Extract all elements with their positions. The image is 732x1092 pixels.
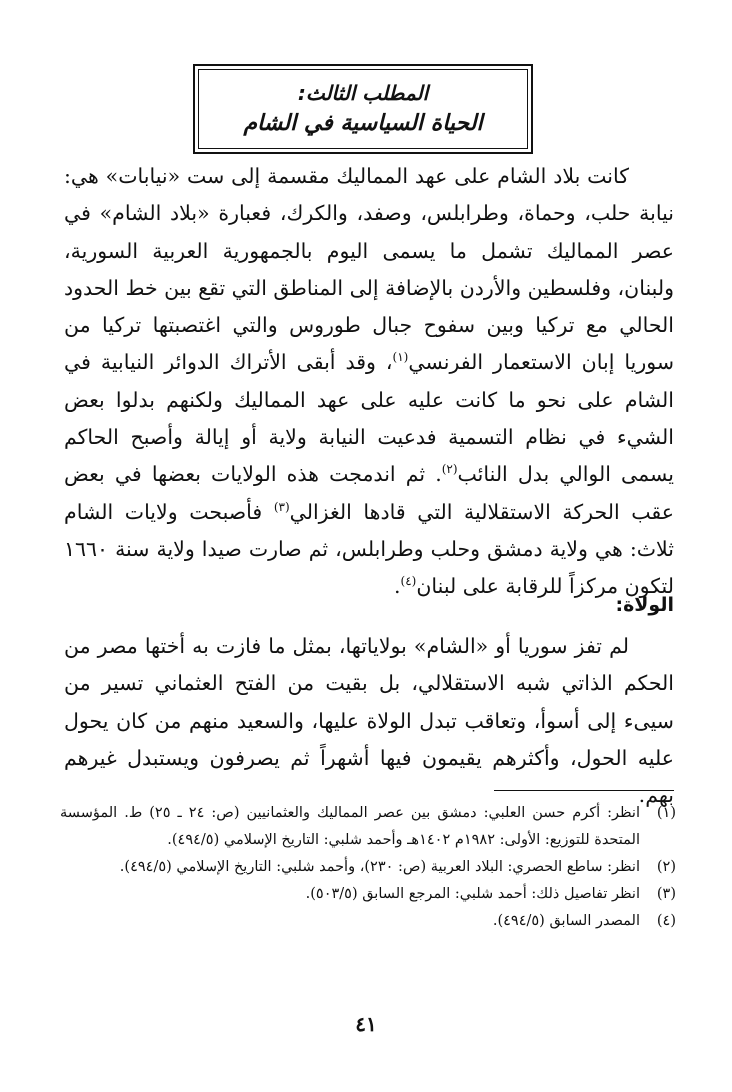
heading-governors: الولاة: <box>615 594 674 616</box>
paragraph-political-divisions <box>64 158 674 606</box>
footnote-item <box>60 881 676 908</box>
footnote-number: (١) <box>656 805 676 821</box>
footnote-text: انظر: ساطع الحصري: البلاد العربية (ص: ٢٣٠)، وأحمد شلبي: التاريخ الإسلامي (٤٩٤/٥). <box>119 859 640 875</box>
footnote-text: انظر: أكرم حسن العلبي: دمشق بين عصر المماليك والعثمانيين (ص: ٢٤ ـ ٢٥) ط. المؤسسة المتحدة للتوزيع: الأولى: ١٩٨٢م ١٤٠٢هـ وأحمد شلبي: التاريخ الإسلامي (٤٩٤/٥). <box>60 805 640 848</box>
page-number: ٤١ <box>355 1012 377 1036</box>
footnotes <box>60 800 676 935</box>
section-title-box <box>193 64 533 154</box>
footnote-number: (٢) <box>656 859 676 875</box>
footnote-item <box>60 908 676 935</box>
paragraph-text: ، وقد أبقى الأتراك الدوائر النيابية في الشام على نحو ما كانت عليه على عهد المماليك ولكنهم بدلوا بعض الشيء في نظام التسمية فدعيت النيابة ولاية أو إيالة وأصبح الحاكم يسمى الوالي بدل النائب <box>64 350 674 487</box>
footnote-text: المصدر السابق (٤٩٤/٥). <box>492 913 640 929</box>
footnote-item <box>60 800 676 854</box>
section-subtitle: المطلب الثالث: <box>297 81 429 105</box>
footnote-item <box>60 854 676 881</box>
section-title: الحياة السياسية في الشام <box>243 111 483 136</box>
footnote-number: (٣) <box>656 886 676 902</box>
paragraph-text: . ثم اندمجت هذه الولايات بعضها في بعض عقب الحركة الاستقلالية التي قادها الغزالي <box>64 462 674 524</box>
footnote-divider <box>494 790 674 791</box>
footnote-ref: (٢) <box>441 462 458 477</box>
paragraph-text: فأصبحت ولايات الشام ثلاث: هي ولاية دمشق وحلب وطرابلس، ثم صارت صيدا ولاية سنة ١٦٦٠ لتكون مركزاً للرقابة على لبنان <box>64 499 674 599</box>
paragraph-governors <box>64 628 674 814</box>
footnote-text: انظر تفاصيل ذلك: أحمد شلبي: المرجع السابق (٥٠٣/٥). <box>305 886 640 902</box>
section-title-inner <box>198 69 528 149</box>
footnote-number: (٤) <box>656 913 676 929</box>
paragraph-text: . <box>394 574 401 599</box>
paragraph-text: لم تفز سوريا أو «الشام» بولاياتها، بمثل ما فازت به أختها مصر من الحكم الذاتي شبه الاستقلالي، بل بقيت من الفتح العثماني تسير من سيىء إلى أسوأ، وتعاقب تبدل الولاة عليها، والسعيد منهم من كان يحول عليه الحول، وأكثرهم يقيمون فيها أشهراً ثم يصرفون ويستبدل غيرهم بهم. <box>64 634 674 808</box>
paragraph-text: كانت بلاد الشام على عهد المماليك مقسمة إلى ست «نيابات» هي: نيابة حلب، وحماة، وطرابلس، وصفد، والكرك، فعبارة «بلاد الشام» في عصر المماليك تشمل ما يسمى اليوم بالجمهورية العربية السورية، ولبنان، وفلسطين والأردن بالإضافة إلى المناطق التي تقع بين خط الحدود الحالي مع تركيا وبين سفوح جبال طوروس والتي اغتصبتها تركيا من سوريا إبان الاستعمار الفرنسي <box>64 164 674 375</box>
footnote-ref: (٤) <box>400 574 417 589</box>
footnote-ref: (٣) <box>273 499 290 514</box>
footnote-ref: (١) <box>392 350 409 365</box>
